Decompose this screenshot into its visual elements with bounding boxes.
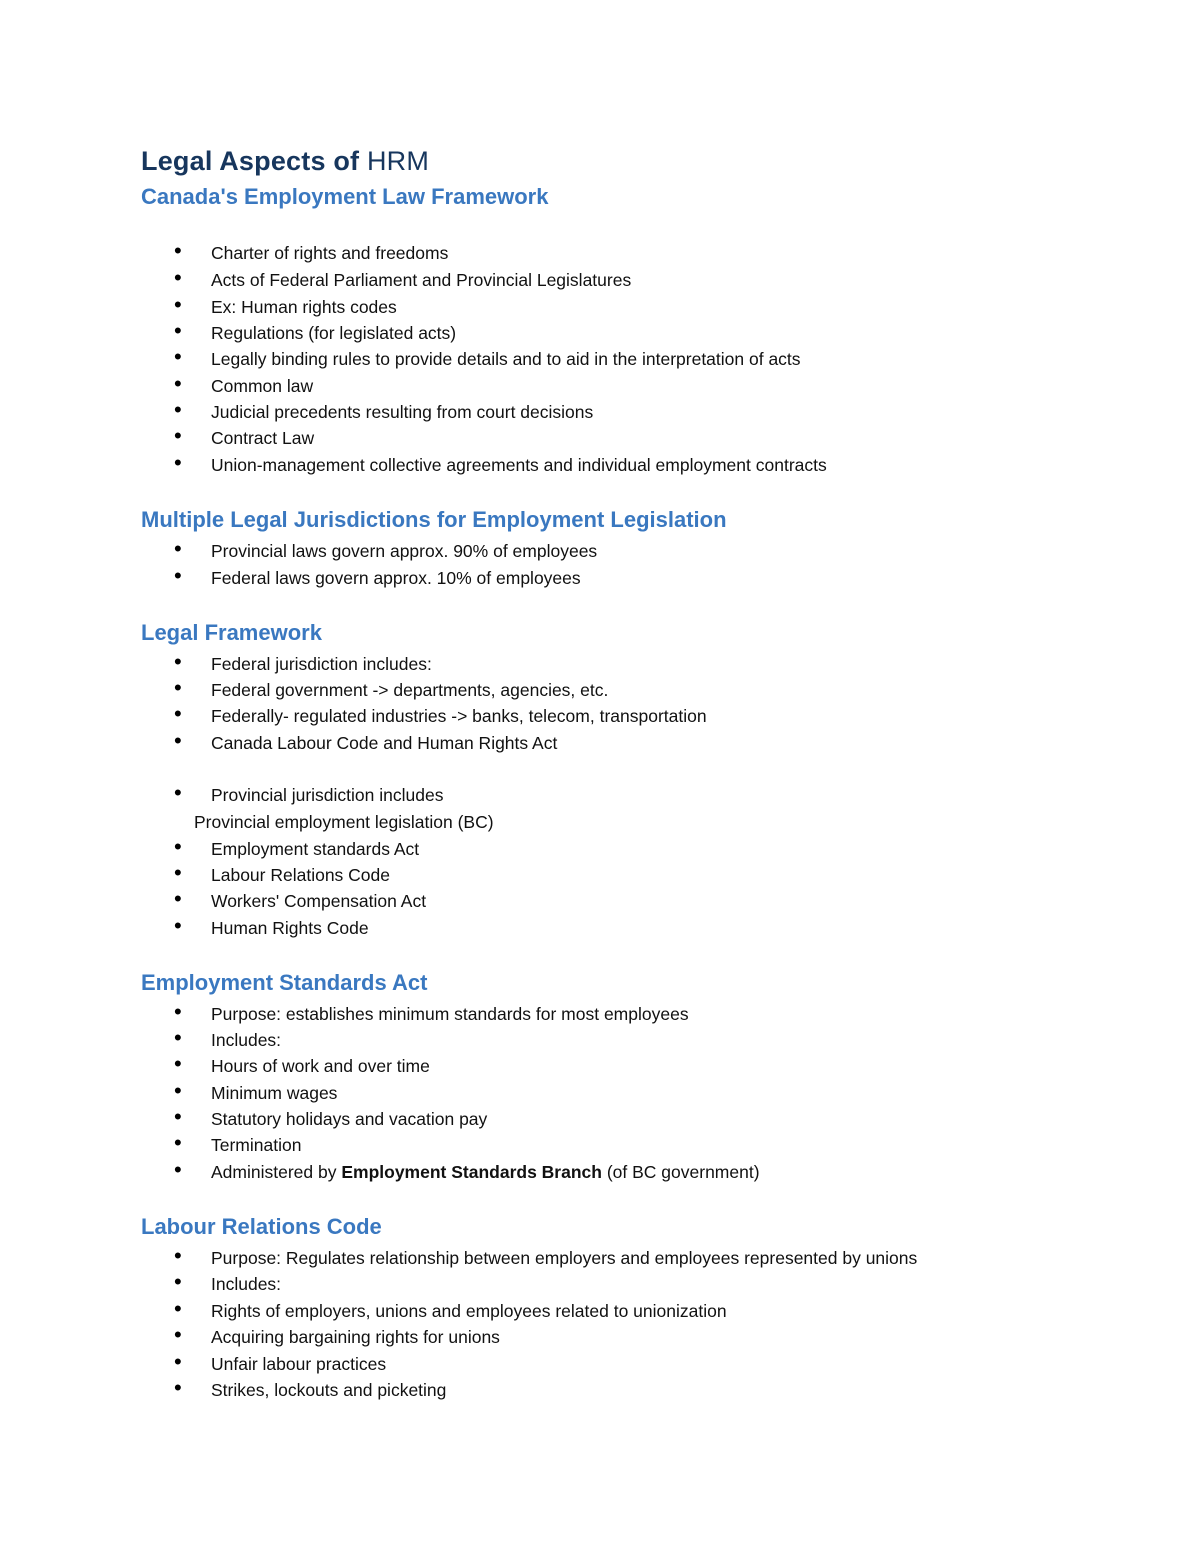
list-item: • Minimum wages — [211, 1082, 337, 1104]
list-item — [211, 1161, 760, 1183]
list-item: • Judicial precedents resulting from court decisions — [211, 401, 593, 423]
list-item: • Statutory holidays and vacation pay — [211, 1108, 487, 1130]
subheading-line: Provincial employment legislation (BC) — [194, 812, 494, 832]
admin-branch-name: Employment Standards Branch — [341, 1162, 602, 1182]
section-heading: Legal Framework — [141, 620, 322, 645]
list-item: • Includes: — [211, 1029, 281, 1051]
list-item: • Includes: — [211, 1273, 281, 1295]
admin-prefix: Administered by — [211, 1162, 342, 1182]
list-item: • Canada Labour Code and Human Rights Act — [211, 732, 557, 754]
document-title-rest: HRM — [359, 146, 430, 176]
list-item: • Common law — [211, 375, 313, 397]
list-item: • Workers' Compensation Act — [211, 890, 426, 912]
list-item: • Purpose: Regulates relationship between employers and employees represented by unions — [211, 1247, 917, 1269]
list-item: • Charter of rights and freedoms — [211, 242, 448, 264]
list-item: • Ex: Human rights codes — [211, 296, 397, 318]
list-item: • Employment standards Act — [211, 838, 419, 860]
document-title-bold: Legal Aspects of — [141, 146, 360, 176]
list-item: • Acquiring bargaining rights for unions — [211, 1326, 500, 1348]
list-item: • Strikes, lockouts and picketing — [211, 1379, 446, 1401]
list-item: • Rights of employers, unions and employees related to unionization — [211, 1300, 727, 1322]
section-heading: Labour Relations Code — [141, 1214, 382, 1239]
list-item: • Labour Relations Code — [211, 864, 390, 886]
list-item: • Acts of Federal Parliament and Provincial Legislatures — [211, 269, 631, 291]
list-item: • Federally- regulated industries -> banks, telecom, transportation — [211, 705, 707, 727]
list-item: • Federal jurisdiction includes: — [211, 653, 432, 675]
list-item: • Human Rights Code — [211, 917, 369, 939]
document-title — [141, 146, 429, 177]
list-item: • Hours of work and over time — [211, 1055, 430, 1077]
list-item: • Federal government -> departments, agencies, etc. — [211, 679, 608, 701]
admin-suffix: (of BC government) — [601, 1162, 760, 1182]
list-item: • Regulations (for legislated acts) — [211, 322, 456, 344]
list-item: • Legally binding rules to provide details and to aid in the interpretation of acts — [211, 348, 801, 370]
list-item: • Union-management collective agreements and individual employment contracts — [211, 454, 827, 476]
list-item: • Contract Law — [211, 427, 314, 449]
list-item: • Termination — [211, 1134, 301, 1156]
list-item: • Provincial laws govern approx. 90% of employees — [211, 540, 597, 562]
section-heading: Employment Standards Act — [141, 970, 428, 995]
section-heading: Canada's Employment Law Framework — [141, 184, 549, 209]
list-item: • Purpose: establishes minimum standards for most employees — [211, 1003, 689, 1025]
list-item: • Federal laws govern approx. 10% of employees — [211, 567, 581, 589]
list-item: • Unfair labour practices — [211, 1353, 386, 1375]
list-item: • Provincial jurisdiction includes — [211, 784, 443, 806]
section-heading: Multiple Legal Jurisdictions for Employment Legislation — [141, 507, 727, 532]
